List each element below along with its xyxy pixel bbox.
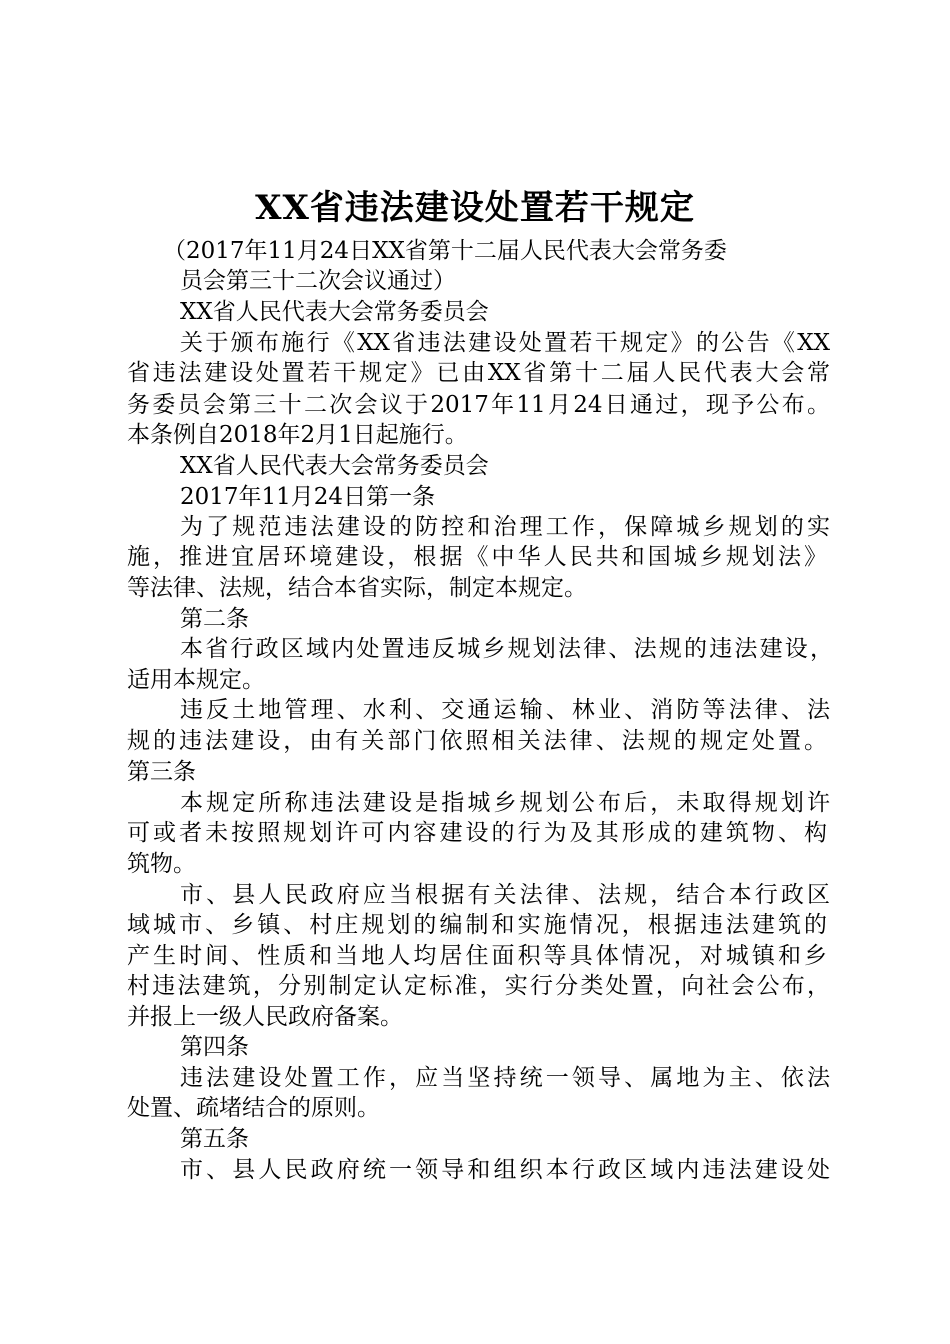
text-line: 市、县人民政府应当根据有关法律、法规，结合本行政区 — [180, 882, 830, 908]
text-line: 员会第三十二次会议通过） — [180, 268, 456, 294]
text-line: 2017年11月24日第一条 — [180, 484, 436, 510]
text-line: XX省人民代表大会常务委员会 — [180, 453, 489, 479]
text-line: 本条例自2018年2月1日起施行。 — [127, 422, 468, 448]
text-line: 省违法建设处置若干规定》已由XX省第十二届人民代表大会常 — [127, 360, 830, 386]
text-line: 本省行政区域内处置违反城乡规划法律、法规的违法建设， — [180, 636, 833, 662]
text-line: 处置、疏堵结合的原则。 — [127, 1095, 380, 1121]
text-line: 本规定所称违法建设是指城乡规划公布后，未取得规划许 — [180, 790, 830, 816]
text-line: 产生时间、性质和当地人均居住面积等具体情况，对城镇和乡 — [127, 943, 827, 969]
text-line: 违法建设处置工作，应当坚持统一领导、属地为主、依法 — [180, 1065, 830, 1091]
section-heading: 第二条 — [180, 606, 249, 632]
text-line: 适用本规定。 — [127, 667, 265, 693]
text-line: 务委员会第三十二次会议于2017年11月24日通过，现予公布。 — [127, 392, 830, 418]
text-line: 域城市、乡镇、村庄规划的编制和实施情况，根据违法建筑的 — [127, 912, 827, 938]
text-line: 施，推进宜居环境建设，根据《中华人民共和国城乡规划法》 — [127, 544, 827, 570]
text-line: 筑物。 — [127, 851, 196, 877]
text-line: 违反土地管理、水利、交通运输、林业、消防等法律、法 — [180, 697, 830, 723]
text-line: 为了规范违法建设的防控和治理工作，保障城乡规划的实 — [180, 514, 830, 540]
section-heading: 第五条 — [180, 1126, 249, 1152]
text-line: 并报上一级人民政府备案。 — [127, 1004, 403, 1030]
text-line: 规的违法建设，由有关部门依照相关法律、法规的规定处置。 — [127, 728, 827, 754]
section-heading: 第四条 — [180, 1034, 249, 1060]
text-line: XX省人民代表大会常务委员会 — [180, 299, 489, 325]
text-line: 市、县人民政府统一领导和组织本行政区域内违法建设处 — [180, 1157, 830, 1183]
text-line: 可或者未按照规划许可内容建设的行为及其形成的建筑物、构 — [127, 820, 827, 846]
document-title: XX省违法建设处置若干规定 — [255, 188, 695, 228]
text-line: 村违法建筑，分别制定认定标准，实行分类处置，向社会公布， — [127, 973, 830, 999]
text-line: 等法律、法规，结合本省实际，制定本规定。 — [127, 575, 587, 601]
text-line: 关于颁布施行《XX省违法建设处置若干规定》的公告《XX — [180, 330, 830, 356]
section-heading: 第三条 — [127, 759, 196, 785]
text-line: （2017年11月24日XX省第十二届人民代表大会常务委 — [163, 238, 727, 264]
